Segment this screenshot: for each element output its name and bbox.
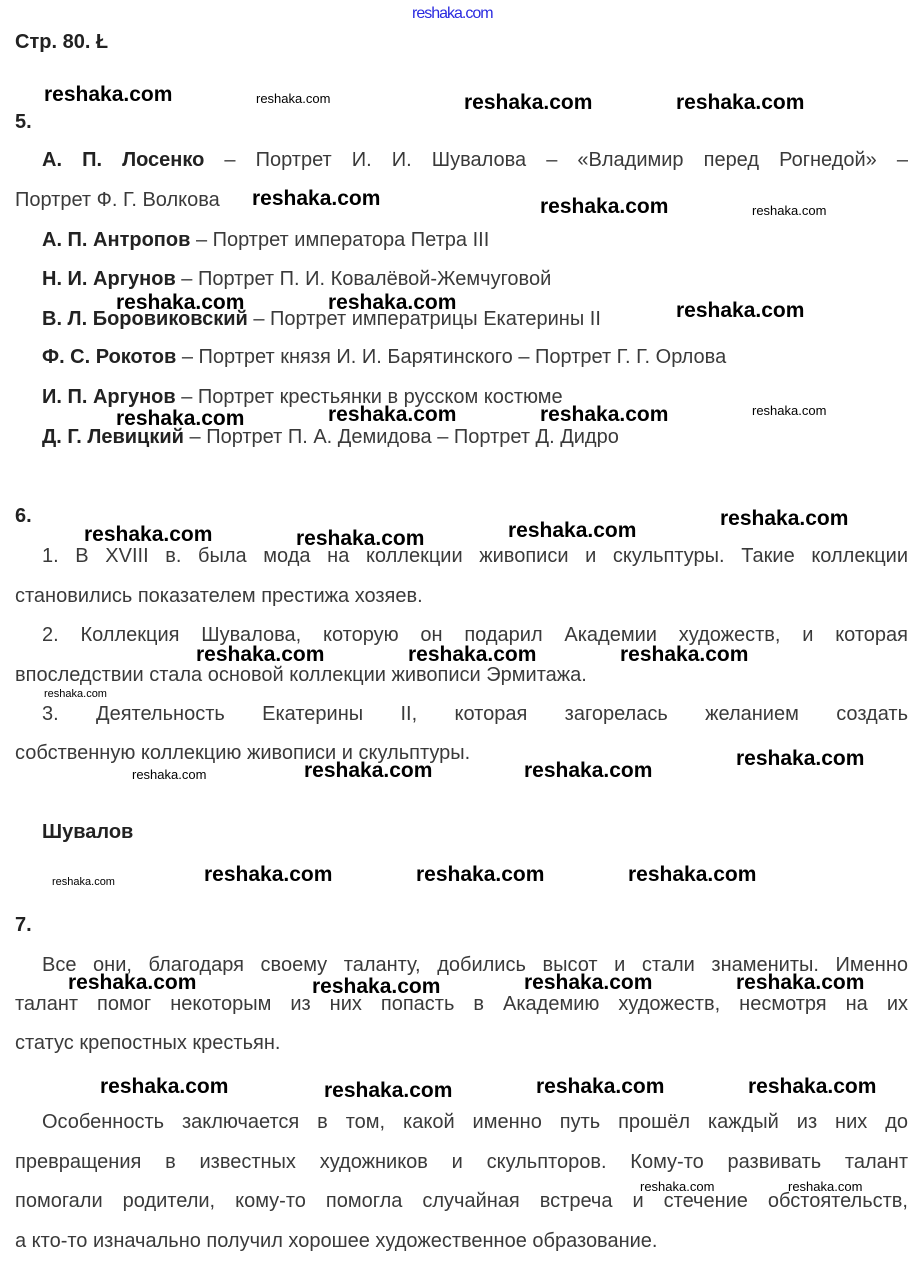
watermark: reshaka.com [68, 971, 197, 994]
task-5-line [42, 148, 908, 172]
artist-name: Н. И. Аргунов [42, 268, 176, 290]
page-header: Стр. 80. Ł [15, 31, 109, 53]
artist-name: В. Л. Боровиковский [42, 308, 248, 330]
artist-name: Ф. С. Рокотов [42, 346, 177, 368]
watermark: reshaka.com [736, 747, 865, 770]
watermark: reshaka.com [508, 519, 637, 542]
watermark: reshaka.com [720, 507, 849, 530]
watermark: reshaka.com [84, 523, 213, 546]
artist-name: А. П. Антропов [42, 229, 191, 251]
task-6-line: 2. Коллекция Шувалова, которую он подарил Академии художеств, и которая [42, 624, 908, 646]
task-7-line: статус крепостных крестьян. [15, 1032, 281, 1054]
watermark: reshaka.com [196, 643, 325, 666]
task-7-line: талант помог некоторым из них попасть в Академию художеств, несмотря на их [15, 993, 908, 1015]
artist-name: И. П. Аргунов [42, 386, 176, 408]
task-6-line: 3. Деятельность Екатерины II, которая загорелась желанием создать [42, 703, 908, 725]
works: – Портрет П. А. Демидова – Портрет Д. Дидро [183, 426, 619, 448]
artist-name: А. П. Лосенко [42, 149, 205, 171]
watermark: reshaka.com [44, 83, 173, 106]
task-6-line: 1. В XVIII в. была мода на коллекции живописи и скульптуры. Такие коллекции [42, 545, 908, 567]
artist-name: Д. Г. Левицкий [42, 426, 184, 448]
works: – Портрет императрицы Екатерины II [247, 308, 601, 330]
watermark: reshaka.com [116, 407, 245, 430]
watermark: reshaka.com [44, 688, 107, 700]
task-7-line: помогали родители, кому-то помогла случайная встреча и стечение обстоятельств, [15, 1190, 908, 1212]
task-5-line [42, 385, 563, 409]
task-6-number: 6. [15, 505, 32, 527]
watermark: reshaka.com [116, 291, 245, 314]
task-7-line: Особенность заключается в том, какой именно путь прошёл каждый из них до [42, 1111, 908, 1133]
watermark: reshaka.com [132, 767, 207, 782]
works: – Портрет крестьянки в русском костюме [175, 386, 563, 408]
task-7-line: а кто-то изначально получил хорошее художественное образование. [15, 1230, 658, 1252]
watermark: reshaka.com [788, 1179, 863, 1194]
watermark: reshaka.com [412, 5, 493, 22]
task-6-answer: Шувалов [42, 821, 134, 843]
task-7-line: Все они, благодаря своему таланту, добились высот и стали знамениты. Именно [42, 954, 908, 976]
watermark: reshaka.com [540, 403, 669, 426]
watermark: reshaka.com [100, 1075, 229, 1098]
task-5-line [42, 267, 551, 291]
works: – Портрет князя И. И. Барятинского – Портрет Г. Г. Орлова [176, 346, 727, 368]
works: Портрет Ф. Г. Волкова [15, 189, 220, 211]
watermark: reshaka.com [328, 291, 457, 314]
watermark: reshaka.com [536, 1075, 665, 1098]
watermark: reshaka.com [252, 187, 381, 210]
watermark: reshaka.com [540, 195, 669, 218]
works: – Портрет И. И. Шувалова – «Владимир перед Рогнедой» – [204, 149, 908, 171]
watermark: reshaka.com [736, 971, 865, 994]
task-6-line: становились показателем престижа хозяев. [15, 585, 423, 607]
watermark: reshaka.com [524, 759, 653, 782]
watermark: reshaka.com [676, 299, 805, 322]
watermark: reshaka.com [524, 971, 653, 994]
works: – Портрет П. И. Ковалёвой-Жемчуговой [175, 268, 552, 290]
watermark: reshaka.com [304, 759, 433, 782]
task-5-line [42, 228, 489, 252]
watermark: reshaka.com [676, 91, 805, 114]
watermark: reshaka.com [312, 975, 441, 998]
watermark: reshaka.com [256, 91, 331, 106]
task-5-number: 5. [15, 111, 32, 133]
watermark: reshaka.com [640, 1179, 715, 1194]
watermark: reshaka.com [204, 863, 333, 886]
watermark: reshaka.com [416, 863, 545, 886]
watermark: reshaka.com [748, 1075, 877, 1098]
watermark: reshaka.com [408, 643, 537, 666]
watermark: reshaka.com [620, 643, 749, 666]
watermark: reshaka.com [324, 1079, 453, 1102]
task-5-line [15, 188, 220, 212]
watermark: reshaka.com [464, 91, 593, 114]
task-6-line: впоследствии стала основой коллекции живописи Эрмитажа. [15, 664, 587, 686]
watermark: reshaka.com [628, 863, 757, 886]
watermark: reshaka.com [752, 203, 827, 218]
watermark: reshaka.com [52, 876, 115, 888]
works: – Портрет императора Петра III [190, 229, 490, 251]
task-7-number: 7. [15, 914, 32, 936]
task-6-line: собственную коллекцию живописи и скульптуры. [15, 742, 471, 764]
task-5-line [42, 345, 726, 369]
watermark: reshaka.com [296, 527, 425, 550]
task-7-line: превращения в известных художников и скульпторов. Кому-то развивать талант [15, 1151, 908, 1173]
watermark: reshaka.com [752, 403, 827, 418]
watermark: reshaka.com [328, 403, 457, 426]
